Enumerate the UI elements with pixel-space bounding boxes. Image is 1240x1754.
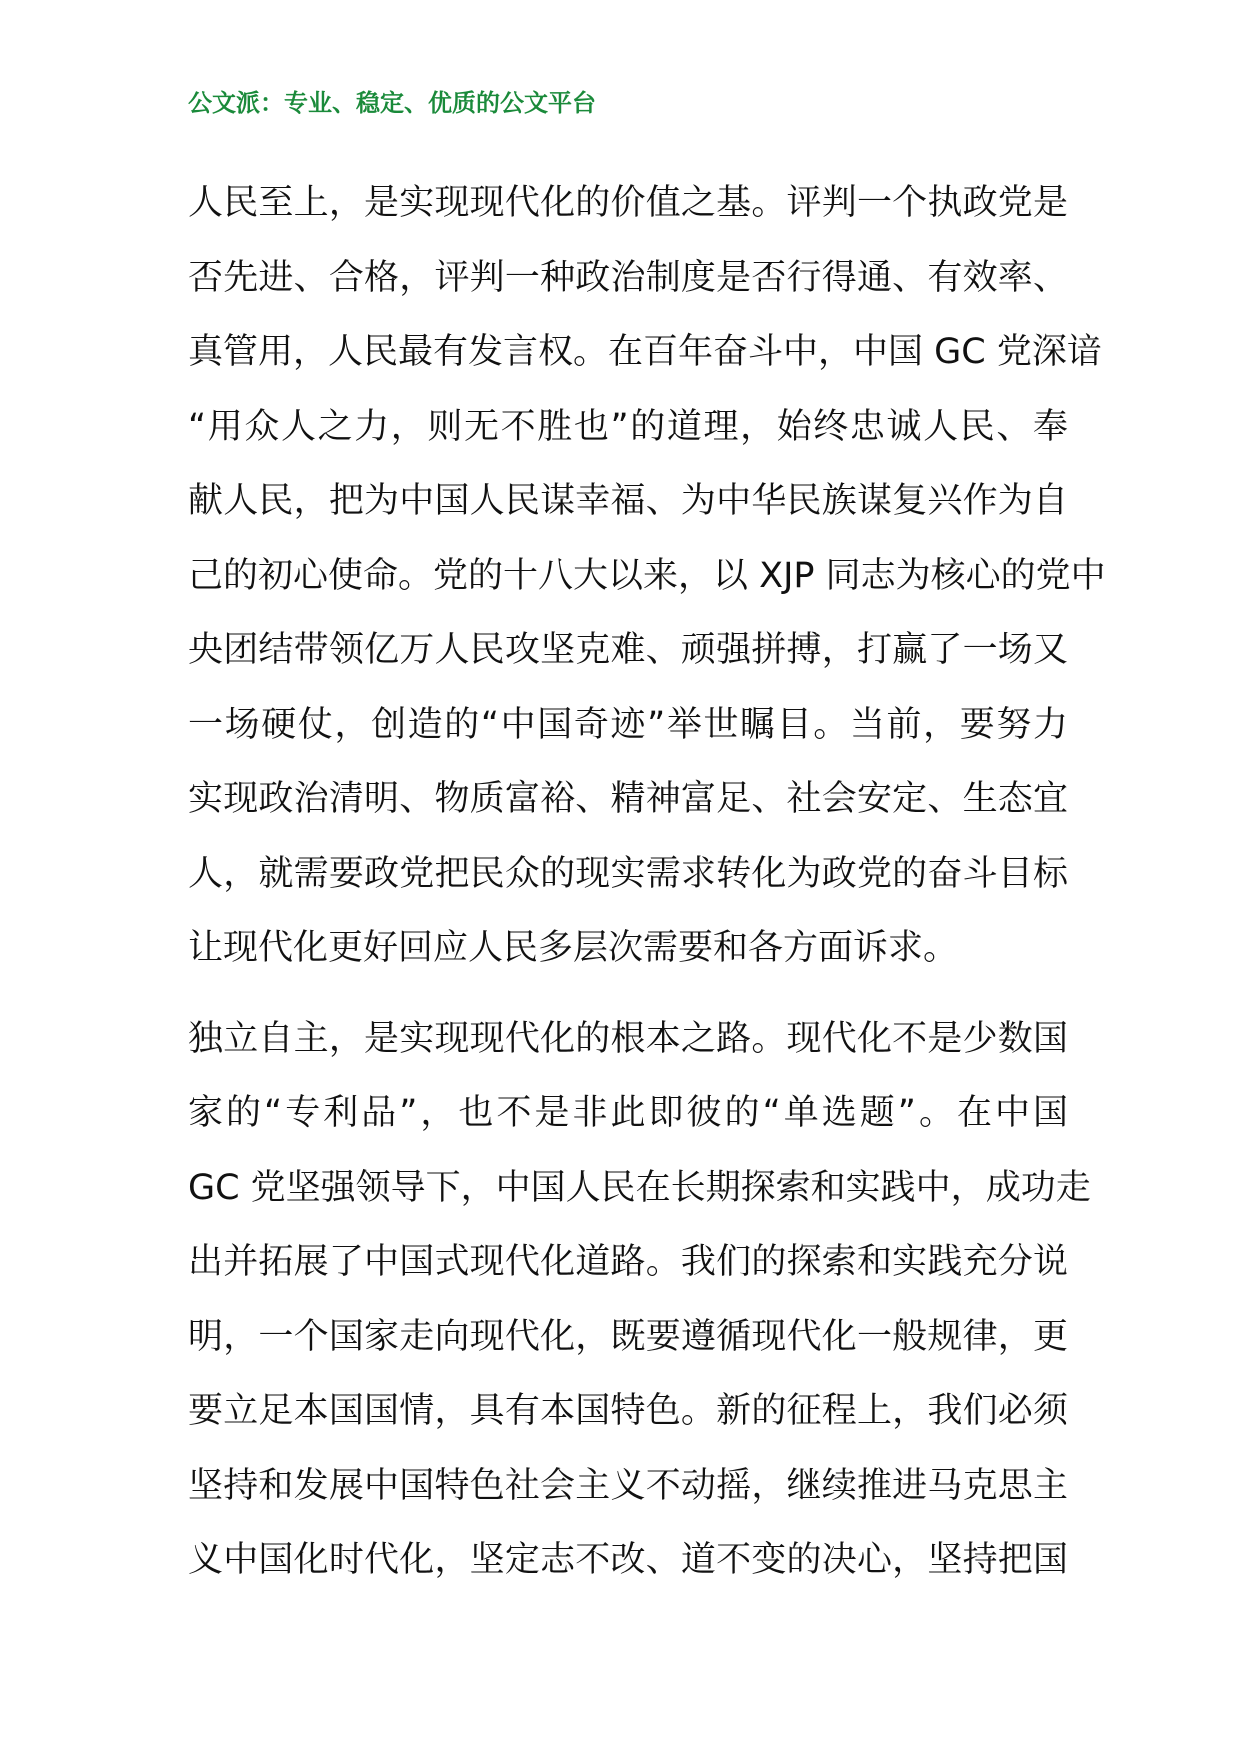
text-line: 要立足本国国情，具有本国特色。新的征程上，我们必须 — [188, 1391, 1068, 1431]
text-line: 出并拓展了中国式现代化道路。我们的探索和实践充分说 — [188, 1242, 1068, 1282]
text-line: 献人民，把为中国人民谋幸福、为中华民族谋复兴作为自 — [188, 481, 1068, 521]
text-line: 坚持和发展中国特色社会主义不动摇，继续推进马克思主 — [188, 1465, 1068, 1506]
text-line: 央团结带领亿万人民攻坚克难、顽强拼搏，打赢了一场又 — [188, 630, 1068, 670]
article-body — [188, 166, 1106, 1598]
site-header: 公文派：专业、稳定、优质的公文平台 — [188, 88, 596, 117]
text-line: 人，就需要政党把民众的现实需求转化为政党的奋斗目标 — [188, 853, 1068, 894]
text-line: 己的初心使命。党的十八大以来，以 XJP 同志为核心的党中 — [188, 555, 1106, 596]
text-line: 独立自主，是实现现代化的根本之路。现代化不是少数国 — [188, 1018, 1068, 1059]
text-line: 家的“专利品”，也不是非此即彼的“单选题”。在中国 — [188, 1093, 1068, 1133]
text-line: 人民至上，是实现现代化的价值之基。评判一个执政党是 — [188, 183, 1068, 223]
text-line: 明，一个国家走向现代化，既要遵循现代化一般规律，更 — [188, 1316, 1068, 1357]
text-line: 义中国化时代化，坚定志不改、道不变的决心，坚持把国 — [188, 1540, 1068, 1580]
text-line: 真管用，人民最有发言权。在百年奋斗中，中国 GC 党深谙 — [188, 332, 1102, 372]
text-line: “用众人之力，则无不胜也”的道理，始终忠诚人民、奉 — [188, 406, 1068, 447]
text-line: 让现代化更好回应人民多层次需要和各方面诉求。 — [188, 928, 959, 968]
text-line: 否先进、合格，评判一种政治制度是否行得通、有效率、 — [188, 257, 1068, 298]
text-line: 一场硬仗，创造的“中国奇迹”举世瞩目。当前，要努力 — [188, 704, 1068, 745]
paragraph-2 — [188, 1002, 1091, 1598]
text-line: 实现政治清明、物质富裕、精神富足、社会安定、生态宜 — [188, 779, 1068, 819]
paragraph-1 — [188, 166, 1106, 986]
text-line: GC 党坚强领导下，中国人民在长期探索和实践中，成功走 — [188, 1167, 1091, 1208]
